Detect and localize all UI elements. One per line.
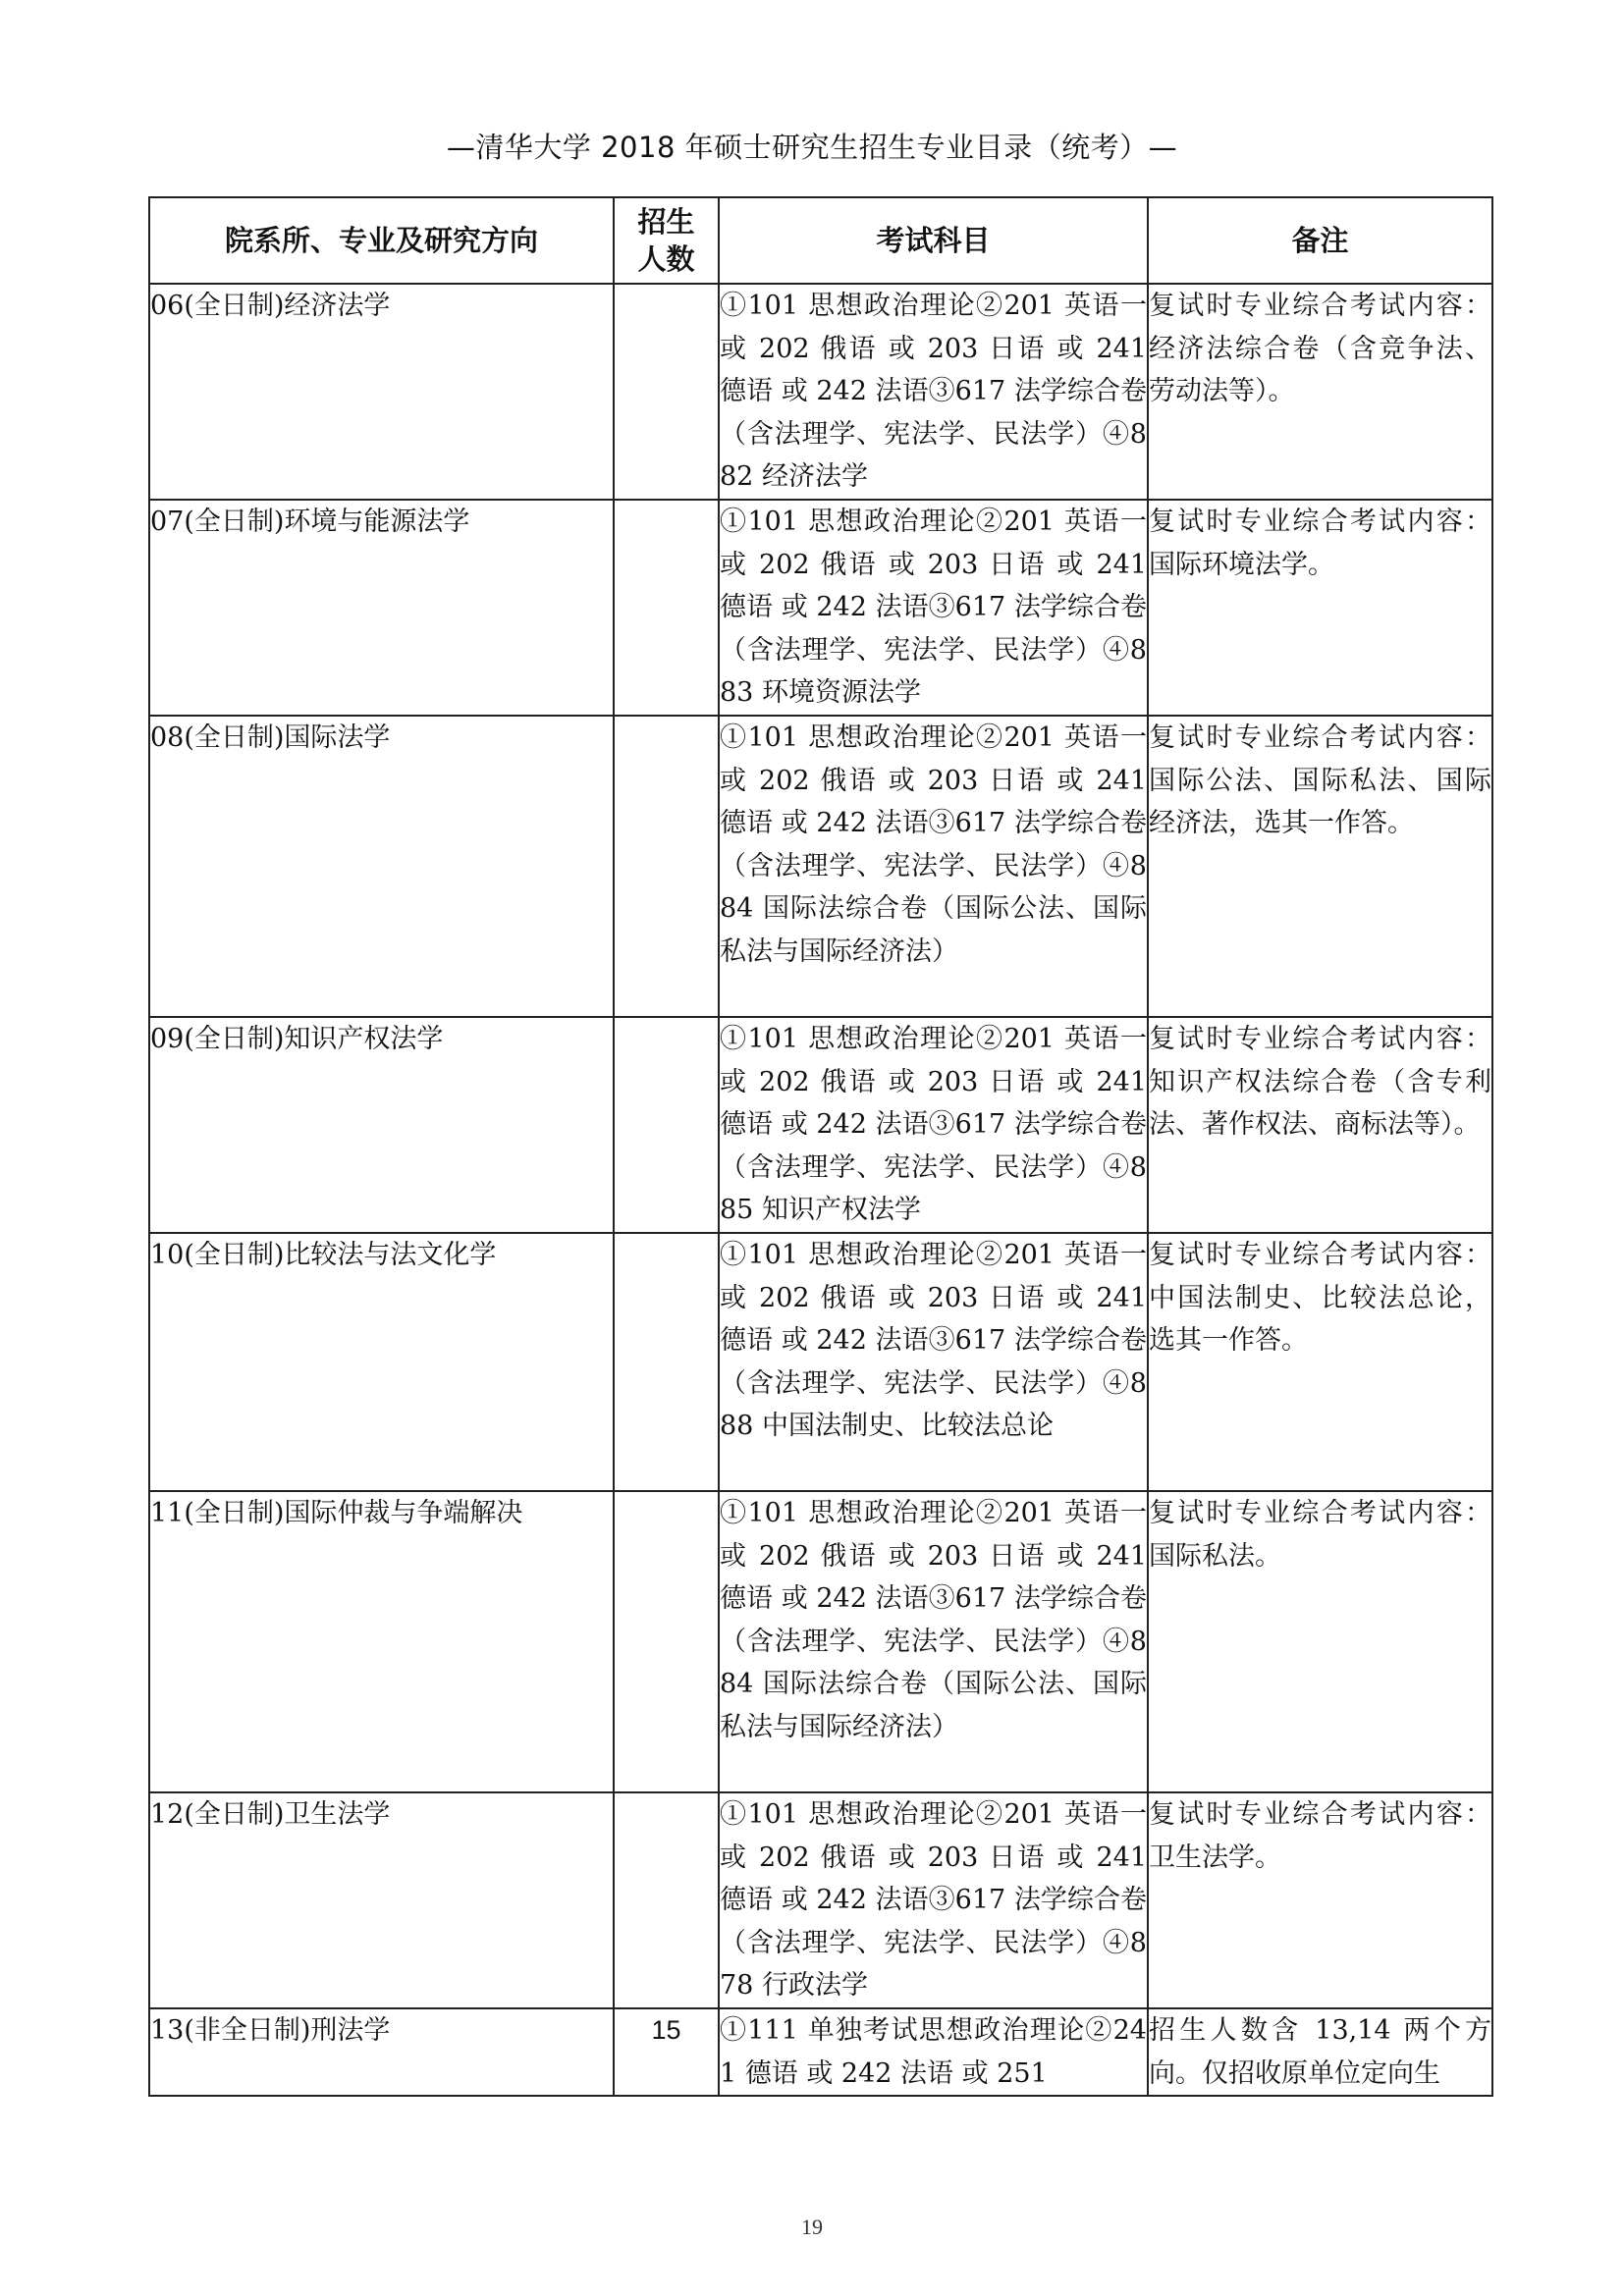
note-cell: 复试时专业综合考试内容：中国法制史、比较法总论，选其一作答。	[1148, 1233, 1492, 1491]
note-cell: 复试时专业综合考试内容：知识产权法综合卷（含专利法、著作权法、商标法等）。	[1148, 1017, 1492, 1233]
direction-cell: 11(全日制)国际仲裁与争端解决	[149, 1491, 614, 1792]
table-row	[149, 1792, 1492, 2008]
count-cell	[614, 500, 719, 716]
note-cell: 复试时专业综合考试内容：国际私法。	[1148, 1491, 1492, 1792]
table-row	[149, 2008, 1492, 2096]
count-cell	[614, 284, 719, 500]
table-row	[149, 284, 1492, 500]
header-exam: 考试科目	[719, 197, 1148, 284]
header-direction: 院系所、专业及研究方向	[149, 197, 614, 284]
table-row	[149, 500, 1492, 716]
direction-cell: 09(全日制)知识产权法学	[149, 1017, 614, 1233]
count-cell	[614, 1792, 719, 2008]
table-row	[149, 716, 1492, 1017]
count-cell	[614, 1017, 719, 1233]
direction-cell: 08(全日制)国际法学	[149, 716, 614, 1017]
count-cell	[614, 1491, 719, 1792]
count-cell: 15	[614, 2008, 719, 2096]
note-cell: 复试时专业综合考试内容：国际公法、国际私法、国际经济法，选其一作答。	[1148, 716, 1492, 1017]
direction-cell: 07(全日制)环境与能源法学	[149, 500, 614, 716]
exam-cell: ①101 思想政治理论②201 英语一 或 202 俄语 或 203 日语 或 241 德语 或 242 法语③617 法学综合卷（含法理学、宪法学、民法学）④884 国际法综合卷（国际公法、国际私法与国际经济法）	[719, 716, 1148, 1017]
exam-cell: ①101 思想政治理论②201 英语一 或 202 俄语 或 203 日语 或 241 德语 或 242 法语③617 法学综合卷（含法理学、宪法学、民法学）④884 国际法综合卷（国际公法、国际私法与国际经济法）	[719, 1491, 1148, 1792]
direction-cell: 13(非全日制)刑法学	[149, 2008, 614, 2096]
table-row	[149, 1491, 1492, 1792]
header-count	[614, 197, 719, 284]
note-cell: 复试时专业综合考试内容：国际环境法学。	[1148, 500, 1492, 716]
exam-cell: ①101 思想政治理论②201 英语一 或 202 俄语 或 203 日语 或 241 德语 或 242 法语③617 法学综合卷（含法理学、宪法学、民法学）④888 中国法制史、比较法总论	[719, 1233, 1148, 1491]
exam-cell: ①101 思想政治理论②201 英语一 或 202 俄语 或 203 日语 或 241 德语 或 242 法语③617 法学综合卷（含法理学、宪法学、民法学）④878 行政法学	[719, 1792, 1148, 2008]
count-cell	[614, 716, 719, 1017]
exam-cell: ①101 思想政治理论②201 英语一 或 202 俄语 或 203 日语 或 241 德语 或 242 法语③617 法学综合卷（含法理学、宪法学、民法学）④885 知识产权法学	[719, 1017, 1148, 1233]
direction-cell: 10(全日制)比较法与法文化学	[149, 1233, 614, 1491]
table-row	[149, 1233, 1492, 1491]
table-header-row	[149, 197, 1492, 284]
note-cell: 招生人数含 13,14 两个方向。仅招收原单位定向生	[1148, 2008, 1492, 2096]
note-cell: 复试时专业综合考试内容：卫生法学。	[1148, 1792, 1492, 2008]
direction-cell: 06(全日制)经济法学	[149, 284, 614, 500]
page-title: —清华大学 2018 年硕士研究生招生专业目录（统考）—	[446, 131, 1178, 164]
page-number: 19	[801, 2215, 823, 2239]
table-row	[149, 1017, 1492, 1233]
exam-cell: ①111 单独考试思想政治理论②241 德语 或 242 法语 或 251	[719, 2008, 1148, 2096]
catalog-table	[148, 196, 1493, 2097]
direction-cell: 12(全日制)卫生法学	[149, 1792, 614, 2008]
note-cell: 复试时专业综合考试内容：经济法综合卷（含竞争法、劳动法等）。	[1148, 284, 1492, 500]
count-cell	[614, 1233, 719, 1491]
exam-cell: ①101 思想政治理论②201 英语一 或 202 俄语 或 203 日语 或 241 德语 或 242 法语③617 法学综合卷（含法理学、宪法学、民法学）④883 环境资源法学	[719, 500, 1148, 716]
header-note: 备注	[1148, 197, 1492, 284]
exam-cell: ①101 思想政治理论②201 英语一 或 202 俄语 或 203 日语 或 241 德语 或 242 法语③617 法学综合卷（含法理学、宪法学、民法学）④882 经济法学	[719, 284, 1148, 500]
header-count-text: 招生人数	[637, 205, 695, 276]
